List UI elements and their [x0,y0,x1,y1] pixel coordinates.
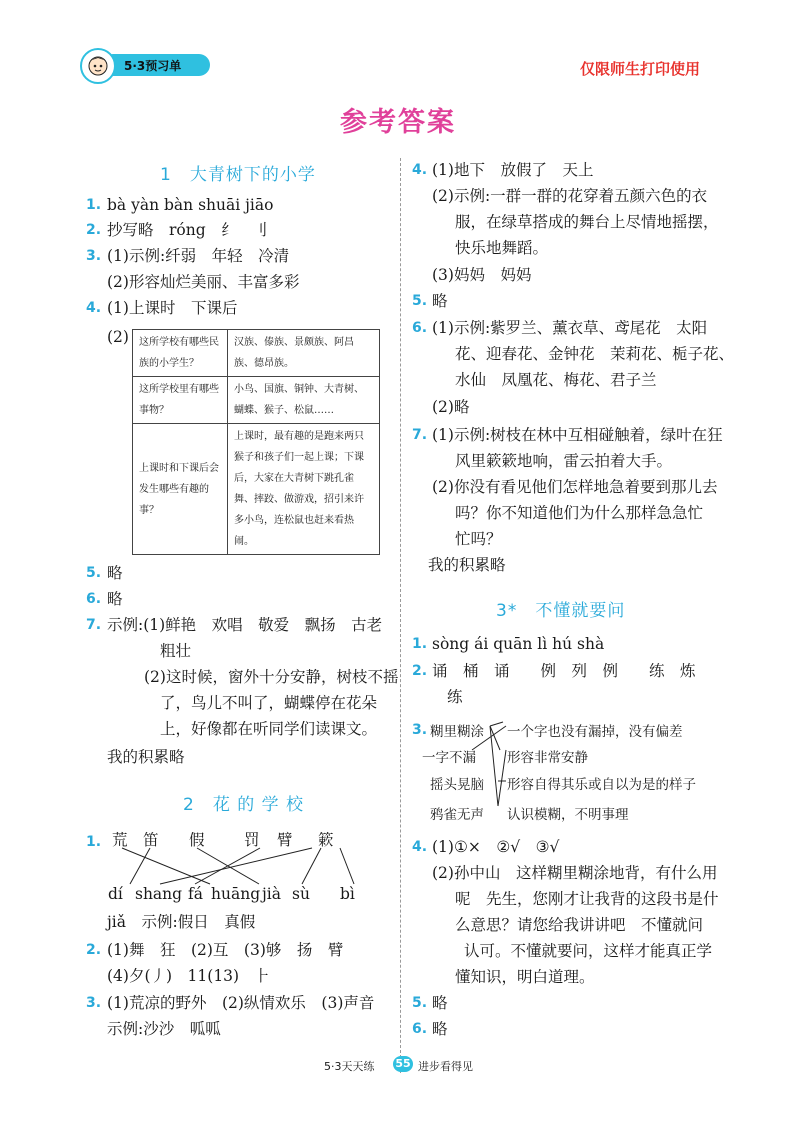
answer-text: (2)形容灿烂美丽、丰富多彩 [107,273,300,291]
table-cell: 汉族、傣族、景颇族、阿昌族、德昂族。 [228,330,380,377]
idiom-left: 摇头晃脑 [430,777,484,793]
q-num: 5. [86,565,102,581]
answer-text: 示例:沙沙 呱呱 [107,1020,221,1038]
answer-text: (1)示例:紫罗兰、薰衣草、鸢尾花 太阳 [432,319,708,337]
answer-text: 抄写略 róng 纟 刂 [107,221,268,239]
q-num: 7. [86,617,102,633]
answer-text: 么意思？请您给我讲讲吧 不懂就问 [455,916,704,934]
hanzi: 假 [189,831,205,849]
answer-text: 水仙 凤凰花、梅花、君子兰 [455,371,657,389]
hanzi: 簌 [318,831,334,849]
q-num: 4. [412,839,428,855]
answer-text: 呢 先生，您刚才让我背的这段书是什 [455,890,719,908]
column-divider [400,158,401,1073]
table-cell: 上课时和下课后会发生哪些有趣的事？ [133,424,228,555]
answer-text: (1)上课时 下课后 [107,299,238,317]
page-number: 55 [393,1056,413,1072]
answer-text: (2)示例:一群一群的花穿着五颜六色的衣 [432,187,708,205]
q-num: 3. [86,248,102,264]
answer-text: (1)荒凉的野外 (2)纵情欢乐 (3)声音 [107,994,375,1012]
q-num: 2. [86,222,102,238]
print-notice: 仅限师生打印使用 [580,60,701,78]
hanzi: 荒 [112,831,128,849]
table-cell: 这所学校里有哪些事物？ [133,377,228,424]
answer-text: (2)略 [432,398,470,416]
section-title-1: 1 大青树下的小学 [160,165,316,185]
table-row [133,424,380,555]
answer-text: (2)这时候，窗外十分安静，树枝不摇 [144,668,399,686]
q-num: 6. [412,1021,428,1037]
footer [300,1056,500,1076]
answer-text: 花、迎春花、金钟花 茉莉花、栀子花、 [455,345,735,363]
q-num: 1. [86,197,102,213]
q-num: 5. [412,293,428,309]
answer-text: 了，鸟儿不叫了，蝴蝶停在花朵 [160,694,378,712]
answer-text: 粗壮 [160,642,192,660]
hanzi: 笛 [143,831,159,849]
idiom-left: 一字不漏 [422,750,476,766]
pinyin: shang [135,885,183,903]
table-cell: 小鸟、国旗、铜钟、大青树、蝴蝶、猴子、松鼠…… [228,377,380,424]
page-title: 参考答案 [340,107,456,138]
pinyin: sù [292,885,310,903]
footer-right: 进步看得见 [418,1060,473,1073]
section-title-2: 2 花 的 学 校 [183,795,305,815]
answer-text: bà yàn bàn shuāi jiāo [107,196,274,214]
table-cell: 这所学校有哪些民族的小学生？ [133,330,228,377]
answer-table [132,329,380,555]
answer-text: (1)示例:纤弱 年轻 冷清 [107,247,290,265]
answer-text: (1)地下 放假了 天上 [432,161,594,179]
answer-text: 略 [432,1020,448,1038]
idiom-left: 糊里糊涂 [430,724,484,740]
q-num: 3. [412,722,428,738]
answer-text: 诵 桶 诵 例 列 例 练 炼 [432,662,696,680]
answer-text: 略 [107,564,123,582]
pinyin: fá [188,885,203,903]
q-num: 3. [86,995,102,1011]
answer-text: 认可。不懂就要问，这样才能真正学 [464,942,713,960]
pinyin: huāng [211,885,261,903]
idiom-right: 形容自得其乐或自以为是的样子 [507,777,696,793]
q-num: 1. [86,834,102,850]
answer-text: (3)妈妈 妈妈 [432,266,532,284]
answer-text: 快乐地舞蹈。 [455,239,549,257]
q-num: 2. [412,663,428,679]
table-cell: 上课时，最有趣的是跑来两只猴子和孩子们一起上课；下课后，大家在大青树下跳孔雀舞、摔跤、做游戏，招引来许多小鸟，连松鼠也赶来看热闹。 [228,424,380,555]
header-logo [80,48,210,84]
idiom-right: 认识模糊，不明事理 [507,807,629,823]
answer-text: sòng ái quān lì hú shà [432,635,605,653]
answer-text: (1)舞 狂 (2)互 (3)够 扬 臂 [107,941,344,959]
answer-text: (4)夕(丿) 11(13) ⺊ [107,967,271,985]
answer-text: (1)示例:树枝在林中互相碰触着，绿叶在狂 [432,426,723,444]
q-num: 4. [412,162,428,178]
answer-text: 示例:(1)鲜艳 欢唱 敬爱 飘扬 古老 [107,616,383,634]
table-row [133,377,380,424]
q-num: 2. [86,942,102,958]
answer-text: 吗？你不知道他们为什么那样急急忙 [455,504,704,522]
section-title-3: 3* 不懂就要问 [496,601,626,621]
q-num: 4. [86,300,102,316]
answer-text: 练 [447,688,463,706]
answer-text: 我的积累略 [428,556,506,574]
badge-text: 5·3预习单 [124,59,182,73]
footer-left: 5·3天天练 [324,1060,375,1073]
answer-text: 略 [107,590,123,608]
answer-text: (2)你没有看见他们怎样地急着要到那儿去 [432,478,718,496]
pinyin: dí [108,885,123,903]
answer-text: jiǎ 示例:假日 真假 [107,913,256,931]
answer-text: 我的积累略 [107,748,185,766]
q-num: 7. [412,427,428,443]
answer-text: (2)孙中山 这样糊里糊涂地背，有什么用 [432,864,718,882]
table-row [133,330,380,377]
answer-text: (2) [107,328,129,346]
answer-text: 服，在绿草搭成的舞台上尽情地摇摆， [455,213,719,231]
mascot-icon [80,48,116,84]
idiom-left: 鸦雀无声 [430,807,484,823]
answer-text: 风里簌簌地响，雷云拍着大手。 [455,452,673,470]
answer-text: 略 [432,994,448,1012]
answer-text: 懂知识，明白道理。 [455,968,595,986]
q-num: 5. [412,995,428,1011]
pinyin: jià [262,885,282,903]
hanzi: 罚 [244,831,260,849]
idiom-right: 形容非常安静 [507,750,588,766]
q-num: 1. [412,636,428,652]
idiom-right: 一个字也没有漏掉，没有偏差 [507,724,683,740]
pinyin: bì [340,885,355,903]
q-num: 6. [86,591,102,607]
answer-text: (1)①× ②√ ③√ [432,838,560,856]
hanzi: 臂 [277,831,293,849]
q-num: 6. [412,320,428,336]
answer-text: 忙吗？ [455,530,502,548]
answer-text: 上，好像都在听同学们读课文。 [160,720,378,738]
answer-text: 略 [432,292,448,310]
